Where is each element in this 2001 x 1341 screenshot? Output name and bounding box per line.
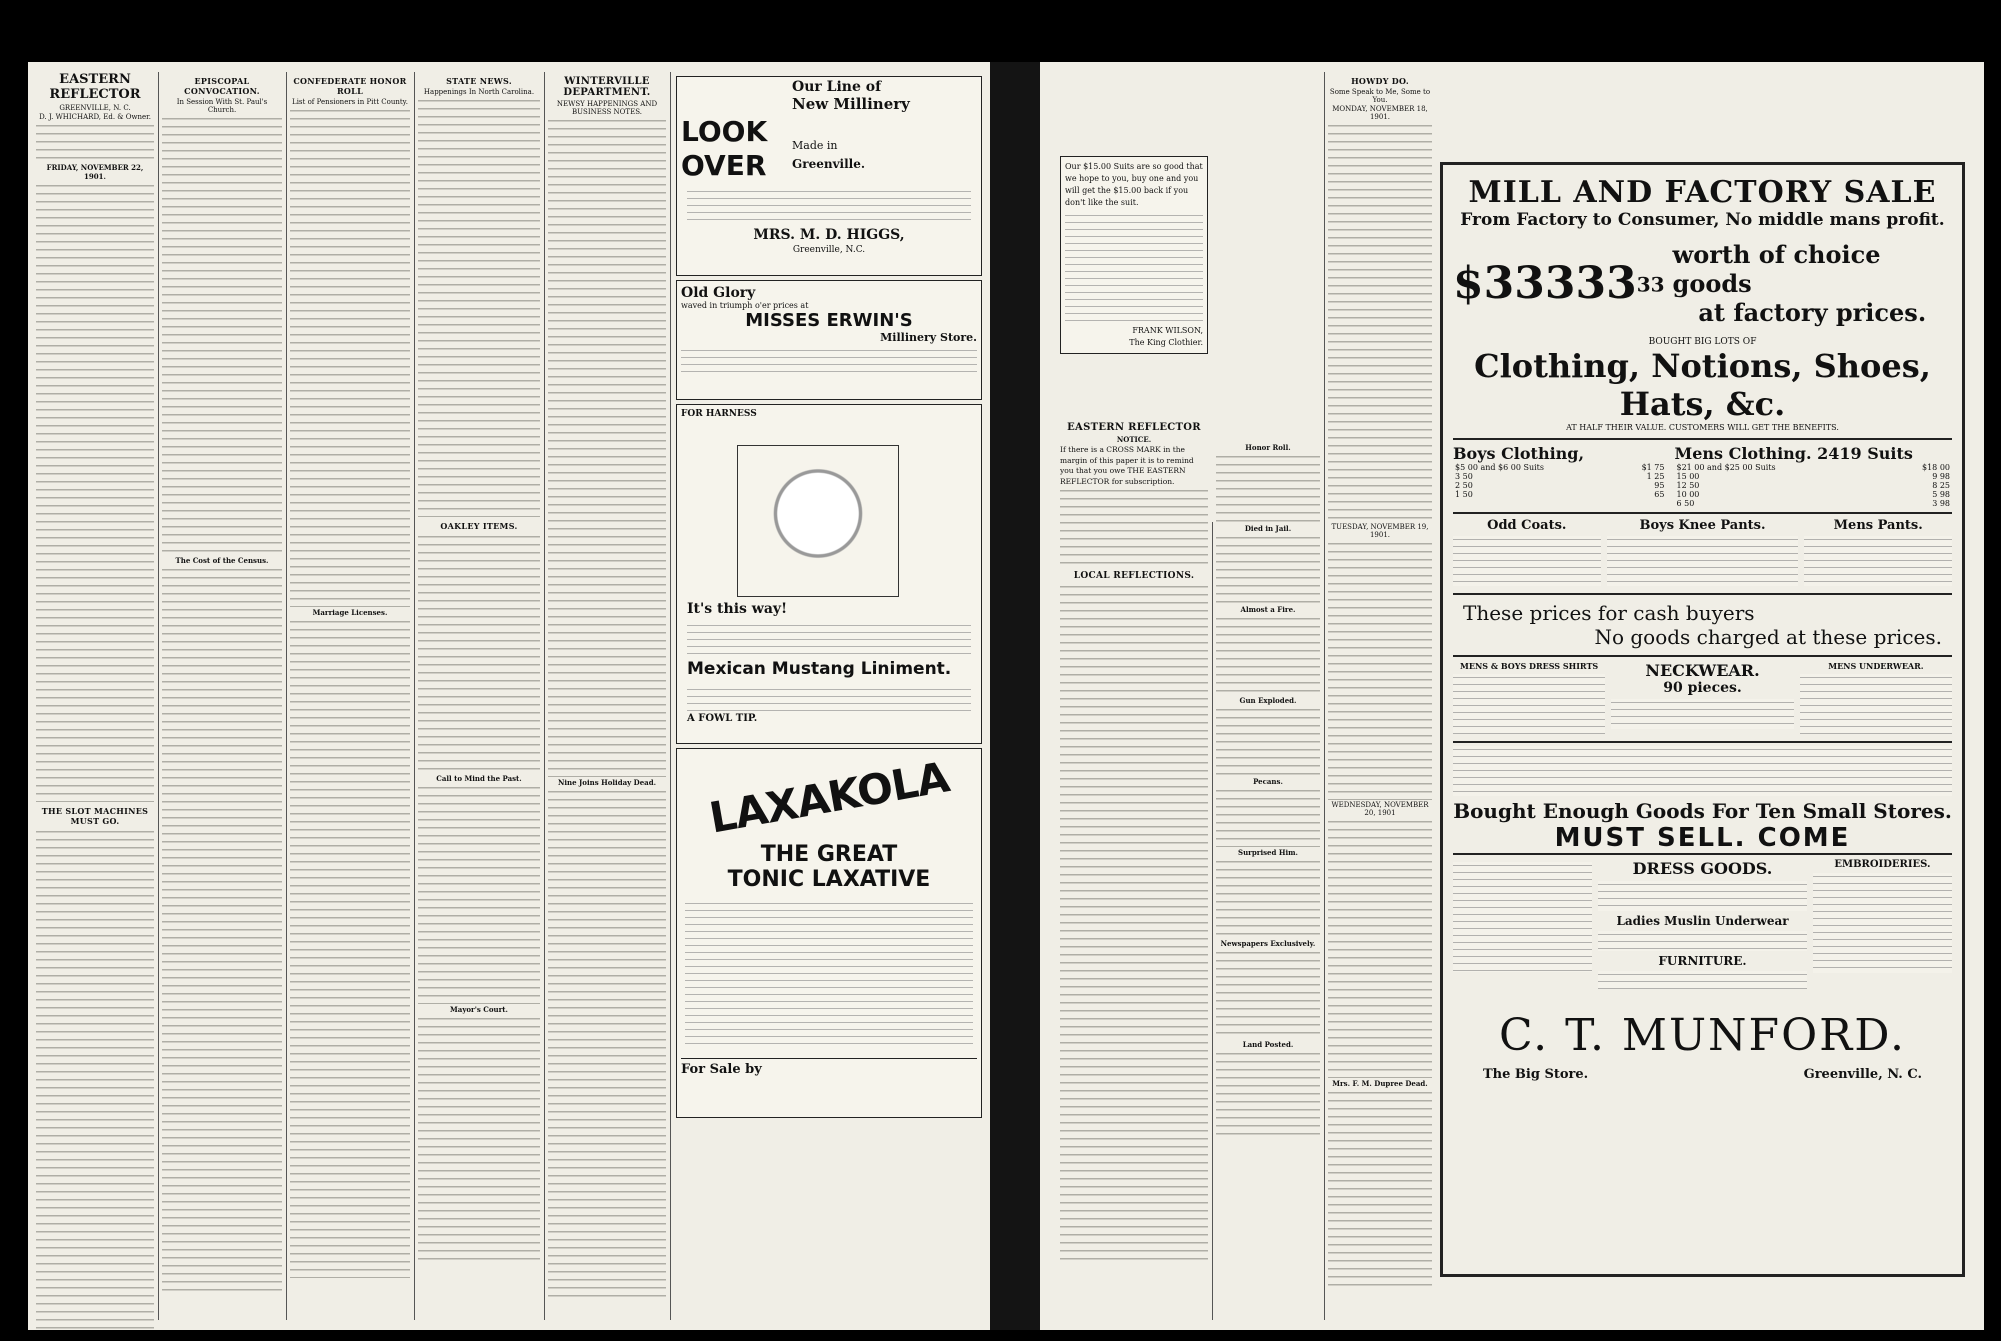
left-col-4 xyxy=(418,72,540,1320)
munford-merchant: C. T. MUNFORD. xyxy=(1499,1010,1906,1061)
laxakola-name: LAXAKOLA xyxy=(705,752,953,843)
look-word: LOOK xyxy=(681,115,768,148)
munford-ad: MILL AND FACTORY SALE From Factory to Consumer, No middle mans profit. $33333$^{33}$ worth of choice goods at factory prices. BOUGHT BIG LOTS OF Clothing, Notions, Shoes, Hats, &c. AT HALF THEIR VALUE. CUSTOMERS WILL GET THE BENEFITS. Boys Clothing, $5 00 and $6 00 Suits $1 75 3 50 1 25 2 50 95 1 50 65 Mens Clothing. 2419 Suits $21 00 and $25 00 Suits $18 00 15 00 9 98 12 50 8 25 10 00 5 98 6 50 3 98 Odd Coats. Boys Knee Pants. Mens Pants. These prices for cash buyers No goods charged at these prices. MENS & BOYS DRESS SHIRTS NECKWEAR. 90 pieces. MENS UNDERWEAR. Bought Enough Goods For Ten Small Stores. MUST SELL. COME DRESS GOODS. Ladies Muslin Underwear FURNITURE. EMBROIDERIES. C. T. MUNFORD. The Big Store. Greenville, N. C. xyxy=(1440,162,1965,1277)
heading-episcopal: EPISCOPAL CONVOCATION. xyxy=(184,76,260,96)
right-col-howdy: HOWDY DO. Some Speak to Me, Some to You. MONDAY, NOVEMBER 18, 1901. TUESDAY, NOVEMBER 19, 1901. WEDNESDAY, NOVEMBER 20, 1901 Mrs. F. M. Dupree Dead. xyxy=(1328,72,1432,1320)
over-word: OVER xyxy=(681,149,767,182)
heading-slot-machines: THE SLOT MACHINES MUST GO. xyxy=(41,806,149,826)
suits-ad: Our $15.00 Suits are so good that we hope to you, buy one and you will get the $15.00 back if you don't like the suit. FRANK WILSON, The King Clothier. xyxy=(1060,156,1208,354)
heading-state-news-sub: Happenings In North Carolina. xyxy=(423,88,535,96)
reflector-notice-title: EASTERN REFLECTOR xyxy=(1067,422,1201,433)
howdy-title: HOWDY DO. xyxy=(1351,76,1409,86)
mustang-illustration xyxy=(737,445,899,597)
erwin-ad: Old Glory waved in triumph o'er prices at MISSES ERWIN'S Millinery Store. xyxy=(676,280,982,400)
millinery-ad: Our Line of New Millinery LOOK OVER Made in Greenville. MRS. M. D. HIGGS, Greenville, N.C. xyxy=(676,76,982,276)
munford-headline: MILL AND FACTORY SALE xyxy=(1468,175,1937,210)
masthead-place: GREENVILLE, N. C. xyxy=(59,104,131,112)
munford-goods: Clothing, Notions, Shoes, Hats, &c. xyxy=(1474,347,1931,423)
erwin-name: MISSES ERWIN'S xyxy=(745,310,913,331)
mustang-name: Mexican Mustang Liniment. xyxy=(687,659,952,679)
left-ads-column xyxy=(676,72,982,1320)
millinery-merchant: MRS. M. D. HIGGS, xyxy=(753,227,905,243)
local-reflections: LOCAL REFLECTIONS. xyxy=(1073,571,1195,581)
heading-winterville-sub: NEWSY HAPPENINGS AND BUSINESS NOTES. xyxy=(556,100,658,116)
left-col-1 xyxy=(36,72,154,1320)
right-newspaper-page xyxy=(1040,62,1984,1330)
masthead-owner: D. J. WHICHARD, Ed. & Owner. xyxy=(39,113,151,121)
heading-nine-joins: Nine Joins Holiday Dead. xyxy=(557,778,657,787)
editorial-text xyxy=(36,182,154,802)
heading-cost-census: The Cost of the Census. xyxy=(175,556,269,565)
right-col-2: Honor Roll. Died in Jail. Almost a Fire. Gun Exploded. Pecans. Surprised Him. Newspapers Exclusively. Land Posted. xyxy=(1216,72,1320,1320)
masthead-date: FRIDAY, NOVEMBER 22, 1901. xyxy=(46,163,144,181)
masthead-title: EASTERN REFLECTOR xyxy=(49,72,141,102)
mens-clothing-prices: $21 00 and $25 00 Suits $18 00 15 00 9 98 12 50 8 25 10 00 5 98 6 50 3 98 xyxy=(1676,463,1950,508)
heading-winterville: WINTERVILLE DEPARTMENT. xyxy=(563,76,651,98)
mustang-liniment-ad: FOR HARNESS It's this way! Mexican Mustang Liniment. A FOWL TIP. xyxy=(676,404,982,744)
left-newspaper-page xyxy=(28,62,990,1330)
page-gutter xyxy=(990,62,1040,1330)
heading-confederate: CONFEDERATE HONOR ROLL xyxy=(293,76,407,96)
left-col-2 xyxy=(162,72,282,1320)
heading-state-news: STATE NEWS. xyxy=(446,76,512,86)
right-col-1: Our $15.00 Suits are so good that we hope to you, buy one and you will get the $15.00 back if you don't like the suit. FRANK WILSON, The King Clothier. EASTERN REFLECTOR NOTICE. If there is a CROSS MARK in the margin of this paper it is to remind you that you owe THE EASTERN REFLECTOR for subscription. LOCAL REFLECTIONS. xyxy=(1060,72,1208,1320)
heading-mayor-court: Mayor's Court. xyxy=(450,1005,508,1014)
must-sell-come: MUST SELL. COME xyxy=(1554,823,1851,853)
heading-confederate-sub: List of Pensioners in Pitt County. xyxy=(292,98,408,106)
heading-marriage: Marriage Licenses. xyxy=(312,608,388,617)
munford-amount: $33333 xyxy=(1453,258,1637,309)
left-col-5 xyxy=(548,72,666,1320)
heading-episcopal-sub: In Session With St. Paul's Church. xyxy=(176,98,268,114)
left-col-3 xyxy=(290,72,410,1320)
heading-oakley: OAKLEY ITEMS. xyxy=(440,521,518,531)
heading-call-mind: Call to Mind the Past. xyxy=(436,774,522,783)
boys-clothing-prices: $5 00 and $6 00 Suits $1 75 3 50 1 25 2 50 95 1 50 65 xyxy=(1455,463,1665,499)
laxakola-ad: LAXAKOLA THE GREAT TONIC LAXATIVE For Sale by xyxy=(676,748,982,1118)
